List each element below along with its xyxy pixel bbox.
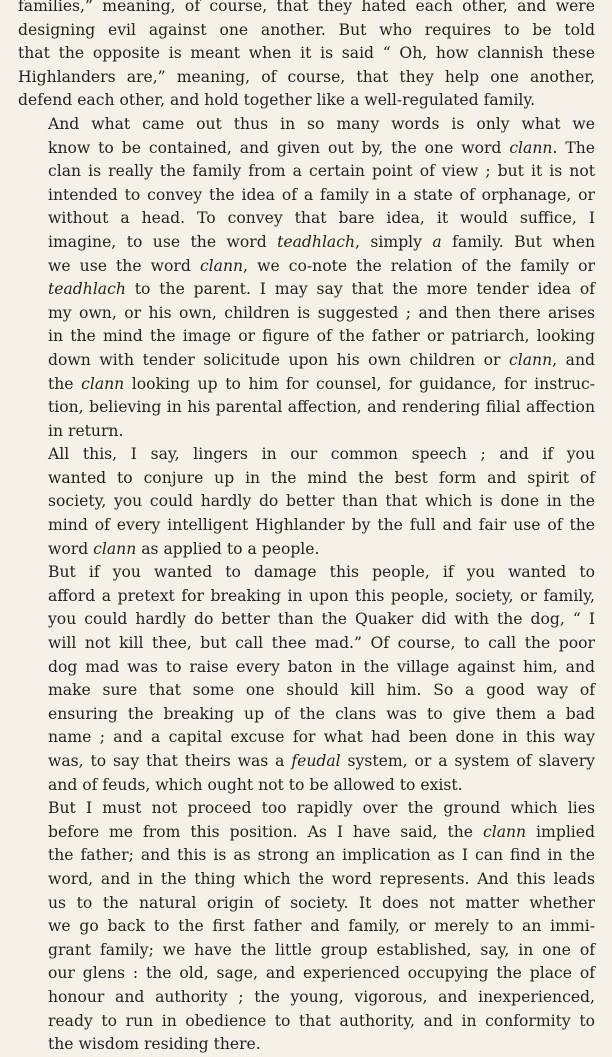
- italic-word: a: [432, 232, 442, 251]
- text-segment: in the mind the image or figure of the father or patriarch, looking: [48, 327, 595, 346]
- text-segment: designing evil against one another. But who requires to be told: [18, 20, 595, 39]
- text-line: [18, 892, 595, 916]
- text-line: [18, 608, 595, 632]
- text-segment: system, or a system of slavery: [340, 752, 595, 770]
- text-line: [18, 396, 595, 420]
- text-segment: tion, believing in his parental affection, and rendering filial affection: [48, 398, 595, 417]
- text-segment: clan is really the family from a certain point of view ; but it is not: [48, 162, 595, 181]
- text-line: [18, 797, 595, 821]
- paragraph: [18, 561, 595, 797]
- text-segment: society, you could hardly do better than that which is done in the: [48, 492, 595, 511]
- text-segment: name ; and a capital excuse for what had been done in this way: [48, 728, 595, 747]
- text-line: [18, 467, 595, 491]
- text-segment: , we co-note the relation of the family or: [243, 256, 596, 275]
- text-line: [18, 585, 595, 609]
- text-line: [18, 278, 595, 302]
- text-segment: defend each other, and hold together like a well-regulated family.: [18, 91, 536, 110]
- text-line: [18, 302, 595, 326]
- text-segment: know to be contained, and given out by, the one word: [48, 138, 510, 157]
- text-line: [18, 844, 595, 868]
- text-segment: ensuring the breaking up of the clans was to give them a bad: [48, 704, 595, 723]
- text-segment: we go back to the first father and family, or merely to an immi-: [48, 917, 595, 936]
- text-line: [18, 1010, 595, 1034]
- text-segment: make sure that some one should kill him. So a good way of: [48, 681, 595, 700]
- text-segment: was, to say that theirs was a: [48, 752, 292, 770]
- text-segment: imagine, to use the word: [48, 232, 278, 251]
- text-line: [18, 514, 595, 538]
- text-line: [18, 632, 595, 656]
- text-line: [18, 255, 595, 279]
- text-line: [18, 373, 595, 397]
- text-segment: you could hardly do better than the Quaker did with the dog, “ I: [48, 610, 595, 629]
- text-line: [18, 939, 595, 963]
- text-line: [18, 207, 595, 231]
- body-text: [18, 0, 595, 1057]
- italic-word: teadhlach: [48, 280, 126, 299]
- text-segment: wanted to conjure up in the mind the best form and spirit of: [48, 468, 595, 487]
- text-segment: to the parent. I may say that the more tender idea of: [125, 280, 595, 299]
- paragraph: [18, 113, 595, 443]
- text-line: [18, 0, 595, 19]
- text-line: [18, 490, 595, 514]
- text-segment: us to the natural origin of society. It does not matter whether: [48, 893, 595, 912]
- italic-word: clann: [93, 539, 137, 558]
- text-segment: families,” meaning, of course, that they hated each other, and were: [18, 0, 595, 15]
- text-segment: word, and in the thing which the word represents. And this leads: [48, 869, 595, 888]
- text-segment: the father; and this is as strong an implication as I can find in the: [48, 846, 595, 865]
- text-segment: intended to convey the idea of a family in a state of orphanage, or: [48, 185, 595, 204]
- text-line: [18, 89, 595, 113]
- text-line: [18, 750, 595, 774]
- text-line: [18, 420, 595, 444]
- text-segment: All this, I say, lingers in our common speech ; and if you: [48, 445, 595, 464]
- text-line: [18, 325, 595, 349]
- text-line: [18, 774, 595, 798]
- text-line: [18, 868, 595, 892]
- text-line: [18, 349, 595, 373]
- text-segment: the wisdom residing there.: [48, 1035, 261, 1054]
- italic-word: clann: [509, 138, 553, 157]
- text-line: [18, 1033, 595, 1057]
- text-line: [18, 915, 595, 939]
- text-segment: our glens : the old, sage, and experienced occupying the place of: [48, 964, 595, 983]
- paragraph: [18, 0, 595, 113]
- text-segment: word: [48, 539, 94, 558]
- text-segment: looking up to him for counsel, for guidance, for instruc-: [124, 374, 595, 393]
- paragraph: [18, 443, 595, 561]
- italic-word: feudal: [291, 752, 341, 770]
- text-segment: ready to run in obedience to that authority, and in conformity to: [48, 1011, 595, 1030]
- text-line: [18, 726, 595, 750]
- text-segment: , and: [552, 350, 595, 369]
- text-line: [18, 443, 595, 467]
- text-line: [18, 160, 595, 184]
- text-segment: that the opposite is meant when it is said “ Oh, how clannish these: [18, 44, 595, 63]
- text-segment: Highlanders are,” meaning, of course, that they help one another,: [18, 67, 595, 86]
- text-segment: without a head. To convey that bare idea, it would suffice, I: [48, 209, 595, 228]
- text-segment: before me from this position. As I have said, the: [48, 822, 483, 841]
- text-segment: in return.: [48, 421, 124, 440]
- text-segment: afford a pretext for breaking in upon this people, society, or family,: [48, 586, 595, 605]
- text-segment: But I must not proceed too rapidly over the ground which lies: [48, 799, 595, 818]
- text-segment: , simply: [355, 232, 433, 251]
- italic-word: clann: [482, 822, 527, 841]
- text-line: [18, 679, 595, 703]
- text-line: [18, 184, 595, 208]
- text-segment: family. But when: [441, 232, 595, 251]
- text-line: [18, 19, 595, 43]
- italic-word: clann: [81, 374, 125, 393]
- text-segment: grant family; we have the little group established, say, in one of: [48, 940, 595, 959]
- text-line: [18, 986, 595, 1010]
- italic-word: clann: [509, 350, 553, 369]
- text-segment: my own, or his own, children is suggested ; and then there arises: [48, 303, 595, 322]
- text-line: [18, 962, 595, 986]
- text-line: [18, 66, 595, 90]
- text-line: [18, 42, 595, 66]
- text-line: [18, 656, 595, 680]
- text-line: [18, 821, 595, 845]
- text-segment: mind of every intelligent Highlander by the full and fair use of the: [48, 516, 595, 535]
- paragraph: [18, 797, 595, 1057]
- text-line: [18, 538, 595, 562]
- text-segment: we use the word: [48, 256, 200, 275]
- text-line: [18, 561, 595, 585]
- text-segment: . The: [552, 138, 595, 157]
- text-segment: dog mad was to raise every baton in the village against him, and: [48, 657, 595, 676]
- text-segment: honour and authority ; the young, vigorous, and inexperienced,: [48, 987, 595, 1006]
- text-segment: the: [48, 374, 82, 393]
- text-segment: and of feuds, which ought not to be allowed to exist.: [48, 775, 463, 794]
- italic-word: clann: [199, 256, 244, 275]
- text-line: [18, 113, 595, 137]
- text-segment: down with tender solicitude upon his own children or: [48, 350, 510, 369]
- text-line: [18, 137, 595, 161]
- italic-word: teadhlach: [277, 232, 356, 251]
- text-segment: But if you wanted to damage this people, if you wanted to: [48, 563, 595, 582]
- text-segment: will not kill thee, but call thee mad.” Of course, to call the poor: [48, 634, 595, 653]
- text-segment: implied: [526, 822, 595, 841]
- text-line: [18, 231, 595, 255]
- text-segment: as applied to a people.: [136, 539, 320, 558]
- text-line: [18, 703, 595, 727]
- text-segment: And what came out thus in so many words is only what we: [48, 114, 595, 133]
